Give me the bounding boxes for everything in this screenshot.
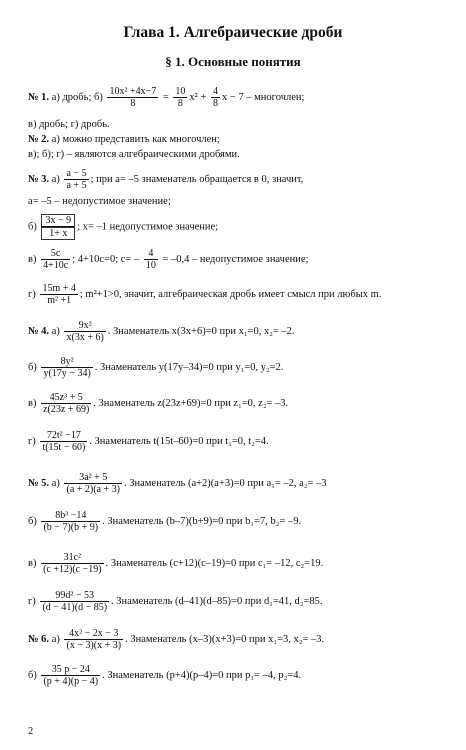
task-5-line-4: [28, 590, 323, 613]
denominator: 1+ x: [41, 227, 75, 240]
denominator: (b − 7)(b + 9): [43, 522, 99, 533]
denominator: x(3x + 6): [66, 332, 104, 343]
text: . Знаменатель (c+12)(c–19)=0 при c₁= –12, c₂=19.: [105, 557, 324, 569]
task-4-line-4: [28, 430, 269, 453]
task-6-number: № 6.: [28, 633, 50, 645]
text: . Знаменатель y(17y–34)=0 при y₁=0, y₂=2.: [94, 361, 284, 373]
task-3-line-5: [28, 283, 381, 306]
fraction: [64, 320, 105, 343]
fraction: [173, 86, 187, 109]
text: а) дробь; б): [49, 91, 106, 103]
numerator: 3x − 9: [41, 214, 75, 227]
task-1-line-1: [28, 86, 304, 109]
text: а) можно представить как многочлен;: [49, 134, 220, 145]
denominator: a + 5: [66, 180, 87, 191]
text: . Знаменатель (p+4)(p–4)=0 при p₁= –4, p₂=4.: [102, 669, 302, 681]
denominator: y(17y − 34): [43, 368, 91, 379]
task-3-line-4: [28, 248, 308, 271]
numerator: 4: [212, 86, 218, 97]
numerator: 9x²: [64, 320, 105, 332]
denominator: 8: [177, 98, 183, 109]
fraction: [40, 430, 87, 453]
text: . Знаменатель (b–7)(b+9)=0 при b₁=7, b₂= –9.: [102, 515, 302, 527]
text: а): [49, 633, 63, 645]
text: = –0,4 – недопустимое значение;: [159, 253, 309, 265]
text: б): [28, 221, 40, 233]
task-5-line-2: [28, 510, 301, 533]
fraction: [40, 283, 77, 306]
page-number: 2: [28, 726, 34, 737]
text: в): [28, 397, 40, 409]
numerator: 31c²: [41, 552, 103, 564]
text: . Знаменатель (a+2)(a+3)=0 при a₁= –2, a₂= –3: [123, 477, 327, 489]
numerator: 4x² − 2x − 3: [64, 628, 123, 640]
denominator: m² +1: [47, 295, 72, 306]
task-6-line-2: [28, 664, 301, 687]
task-4-line-2: [28, 356, 283, 379]
numerator: 72t² −17: [40, 430, 87, 442]
text: x² +: [189, 91, 209, 103]
fraction: [41, 664, 100, 687]
task-3-line-2: a= –5 – недопустимое значение;: [28, 196, 171, 207]
denominator: 8: [130, 98, 136, 109]
denominator: 10: [145, 260, 156, 271]
denominator: t(15t − 60): [42, 442, 86, 453]
text: . Знаменатель t(15t–60)=0 при t₁=0, t₂=4.: [89, 435, 269, 447]
fraction: [64, 168, 88, 191]
fraction: [107, 86, 158, 109]
text: в): [28, 253, 40, 265]
fraction: [41, 214, 75, 240]
fraction: [41, 510, 100, 533]
text: а): [49, 325, 63, 337]
denominator: (c +12)(c −19): [43, 564, 102, 575]
denominator: (a + 2)(a + 3): [66, 484, 120, 495]
numerator: 3a² + 5: [64, 472, 121, 484]
numerator: 15m + 4: [42, 283, 76, 294]
text: а): [49, 477, 63, 489]
text: . Знаменатель (x–3)(x+3)=0 при x₁=3, x₂= –3.: [125, 633, 325, 645]
task-3-line-3: [28, 214, 218, 240]
text: б): [28, 669, 40, 681]
text: x − 7 – многочлен;: [221, 91, 305, 103]
text: ; x= –1 недопустимое значение;: [77, 221, 219, 233]
section-title: § 1. Основные понятия: [165, 54, 301, 69]
numerator: 99d² − 53: [40, 590, 109, 602]
denominator: 8: [212, 98, 218, 109]
numerator: 10: [175, 86, 186, 97]
fraction: [144, 248, 158, 271]
task-5-number: № 5.: [28, 477, 50, 489]
text: =: [160, 91, 172, 103]
text: б): [28, 361, 40, 373]
task-1-line-2: в) дробь; г) дробь.: [28, 119, 110, 130]
denominator: (x − 3)(x + 3): [66, 640, 122, 651]
numerator: 10x² +4x−7: [109, 86, 157, 97]
task-6-line-1: [28, 628, 324, 651]
text: . Знаменатель (d–41)(d–85)=0 при d₁=41, d₂=85.: [111, 595, 323, 607]
numerator: 4: [144, 248, 158, 260]
task-2-line-2: в); б); г) – являются алгебраическими дробями.: [28, 149, 240, 160]
fraction: [41, 552, 103, 575]
fraction: [64, 628, 123, 651]
task-4-number: № 4.: [28, 325, 50, 337]
denominator: (d − 41)(d − 85): [42, 602, 108, 613]
task-5-line-1: [28, 472, 327, 495]
text: . Знаменатель z(23z+69)=0 при z₁=0, z₂= –3.: [93, 397, 289, 409]
task-1-number: № 1.: [28, 91, 50, 103]
fraction: [64, 472, 121, 495]
text: г): [28, 435, 39, 447]
text: г): [28, 595, 39, 607]
text: а): [49, 173, 63, 185]
numerator: 5c: [41, 248, 70, 260]
task-2-line-1: [28, 133, 220, 146]
denominator: 4+10c: [43, 260, 69, 271]
text: г): [28, 288, 39, 300]
fraction: [211, 86, 220, 109]
task-5-line-3: [28, 552, 323, 575]
numerator: 8b³ −14: [41, 510, 100, 522]
denominator: z(23z + 69): [43, 404, 90, 415]
fraction: [40, 590, 109, 613]
task-4-line-3: [28, 392, 288, 415]
text: ; 4+10c=0; c= –: [72, 253, 142, 265]
numerator: 45z³ + 5: [41, 392, 91, 404]
numerator: 8y²: [41, 356, 92, 368]
fraction: [41, 248, 70, 271]
task-3-number: № 3.: [28, 173, 50, 185]
chapter-title: Глава 1. Алгебраические дроби: [123, 24, 343, 41]
text: ; m²+1>0, значит, алгебраическая дробь имеет смысл при любых m.: [79, 288, 382, 300]
text: в): [28, 557, 40, 569]
text: ; при a= –5 знаменатель обращается в 0, значит,: [90, 173, 304, 185]
fraction: [41, 392, 91, 415]
task-2-number: № 2.: [28, 134, 50, 145]
denominator: (p + 4)(p − 4): [43, 676, 99, 687]
fraction: [41, 356, 92, 379]
text: . Знаменатель x(3x+6)=0 при x₁=0, x₂= –2.: [107, 325, 295, 337]
numerator: 35 p − 24: [41, 664, 100, 676]
text: б): [28, 515, 40, 527]
task-3-line-1: [28, 168, 303, 191]
task-4-line-1: [28, 320, 295, 343]
numerator: a − 5: [66, 168, 87, 179]
